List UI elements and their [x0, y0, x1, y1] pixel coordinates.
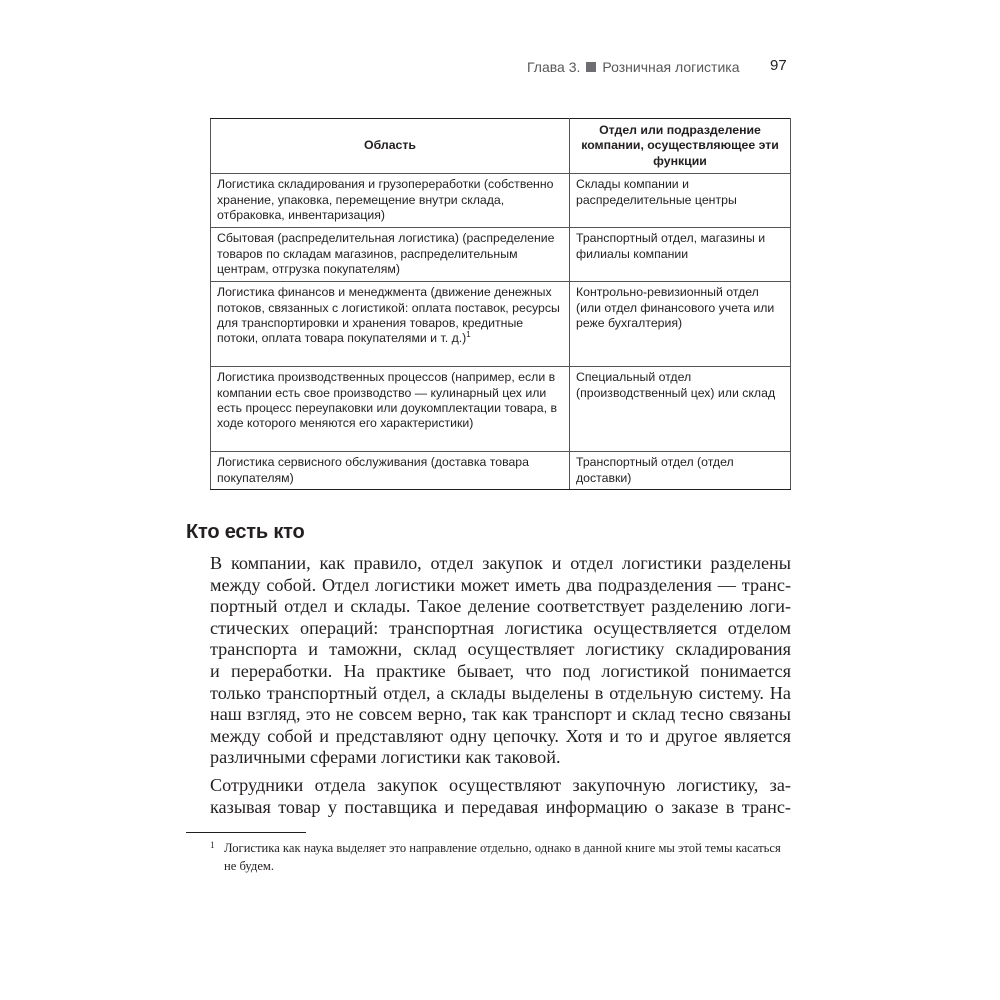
header-area: Область — [211, 119, 570, 174]
header-department: Отдел или подразделение компании, осуществляющее эти функции — [570, 119, 791, 174]
chapter-label: Глава 3. — [527, 59, 581, 75]
text-line: казывая товар у поставщика и передавая информацию о заказе в транс- — [210, 796, 791, 817]
text-line: Сотрудники отдела закупок осуществляют закупочную логистику, за- — [210, 775, 791, 795]
cell-department: Контрольно-ревизионный отдел (или отдел финансового учета или реже бухгалтерия) — [570, 282, 791, 367]
cell-department: Склады компании и распределительные центры — [570, 174, 791, 228]
page-number: 97 — [770, 57, 787, 74]
text-line: и переработки. На практике бывает, что под логистикой понимается — [210, 660, 791, 681]
cell-department: Транспортный отдел (отдел доставки) — [570, 452, 791, 490]
table-header-row — [211, 119, 791, 174]
running-head-title — [527, 59, 740, 75]
cell-area — [211, 282, 570, 367]
table-row — [211, 367, 791, 452]
section-label: Розничная логистика — [602, 59, 740, 75]
paragraph-2 — [210, 775, 791, 818]
text-line: В компании, как правило, отдел закупок и отдел логистики разделены — [210, 553, 791, 573]
text-line: только транспортный отдел, а склады выделены в отдельную систему. На — [210, 682, 791, 703]
paragraph-1 — [210, 553, 791, 769]
text-line: стических операций: транспортная логистика осуществляется отделом — [210, 617, 791, 638]
text-line: различными сферами логистики как таковой. — [210, 747, 561, 768]
footnote-reference[interactable]: 1 — [466, 330, 471, 340]
footnote-text: Логистика как наука выделяет это направление отдельно, однако в данной книге мы этой темы касаться не будем. — [224, 841, 781, 873]
text-line: транспорта и таможни, склад осуществляет логистику складирования — [210, 639, 791, 660]
table-row — [211, 228, 791, 282]
footnote-mark: 1 — [210, 840, 215, 850]
footnote — [210, 839, 791, 875]
cell-area: Логистика производственных процессов (например, если в компании есть свое производство — кулинарный цех или есть процесс переупаковки или доукомплектации товара, в ходе которого меняются его характеристики) — [211, 367, 570, 452]
section-heading: Кто есть кто — [186, 521, 305, 543]
text-line: портный отдел и склады. Такое деление соответствует разделению логи- — [210, 596, 791, 617]
text-line: между собой. Отдел логистики может иметь два подразделения — транс- — [210, 574, 791, 595]
cell-area: Логистика сервисного обслуживания (доставка товара покупателям) — [211, 452, 570, 490]
table-row — [211, 282, 791, 367]
text-line: между собой и представляют одну цепочку. Хотя и то и другое является — [210, 725, 791, 746]
cell-area: Сбытовая (распределительная логистика) (распределение товаров по складам магазинов, распределительным центрам, отгрузка покупателям) — [211, 228, 570, 282]
table-row — [211, 452, 791, 490]
cell-area: Логистика складирования и грузопереработки (собственно хранение, упаковка, перемещение внутри склада, отбраковка, инвентаризация) — [211, 174, 570, 228]
table-row — [211, 174, 791, 228]
running-head — [0, 57, 1000, 81]
logistics-areas-table — [210, 118, 791, 490]
square-bullet-icon — [586, 62, 596, 72]
cell-department: Транспортный отдел, магазины и филиалы компании — [570, 228, 791, 282]
cell-area-text: Логистика финансов и менеджмента (движение денежных потоков, связанных с логистикой: оплата поставок, ресурсы для транспортировки и хранения товаров, кредитные потоки, оплата товара покупателями и т. д.) — [217, 285, 560, 346]
cell-department: Специальный отдел (производственный цех) или склад — [570, 367, 791, 452]
text-line: наш взгляд, это не совсем верно, так как транспорт и склад тесно связаны — [210, 704, 791, 725]
footnote-divider — [186, 832, 306, 833]
